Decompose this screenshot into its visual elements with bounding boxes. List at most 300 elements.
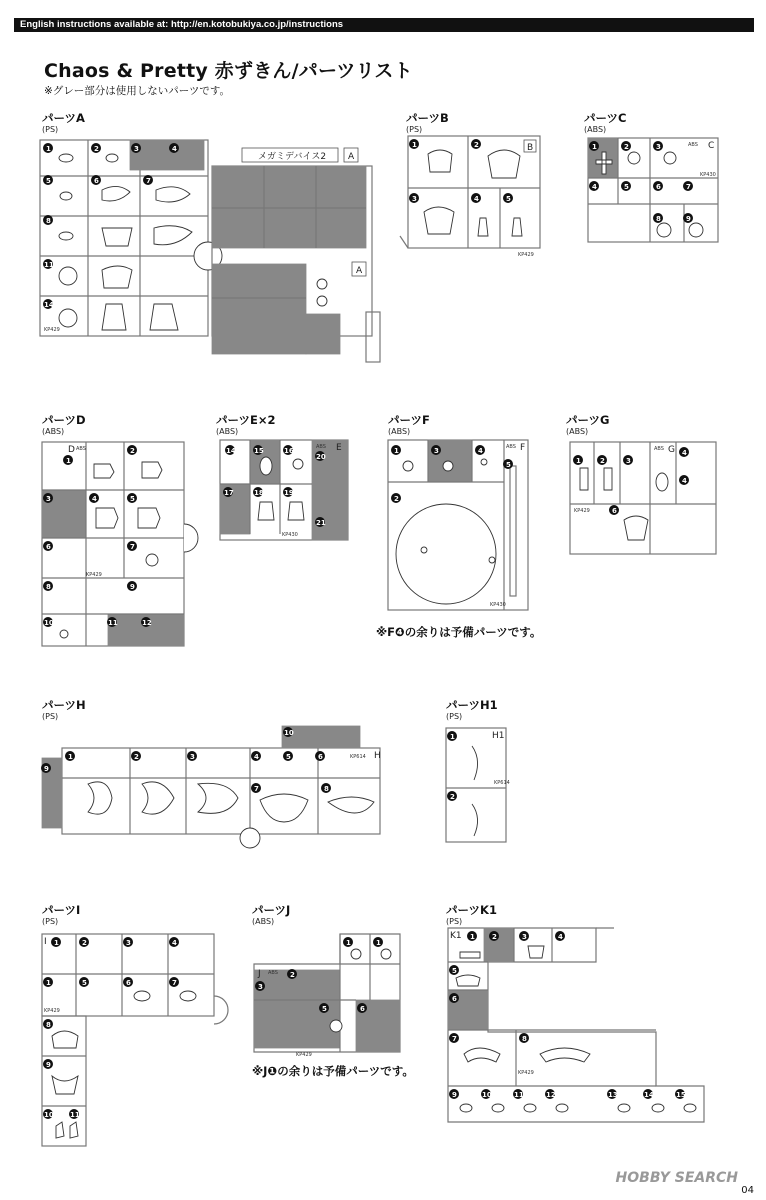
svg-text:4: 4 — [92, 495, 97, 503]
runner-j-tag: J — [258, 969, 261, 979]
pin-k1-12 — [545, 1089, 556, 1099]
pin-g-6 — [609, 505, 619, 515]
svg-text:11: 11 — [108, 619, 118, 627]
pin-e-14 — [225, 445, 236, 455]
runner-h — [38, 722, 393, 842]
part-d-2 — [142, 462, 162, 478]
svg-text:1: 1 — [394, 447, 399, 455]
runner-c-tag: C — [708, 141, 715, 151]
svg-text:5: 5 — [322, 1005, 327, 1013]
pin-h-4 — [251, 751, 261, 761]
part-a-1 — [59, 154, 73, 162]
svg-text:10: 10 — [482, 1091, 492, 1099]
pin-k1-3 — [519, 931, 529, 941]
pin-g-2 — [597, 455, 607, 465]
part-k1-9 — [460, 1104, 472, 1112]
svg-text:4: 4 — [254, 753, 259, 761]
pin-k1-13 — [607, 1089, 618, 1099]
svg-text:11: 11 — [70, 1111, 80, 1119]
part-b-4 — [478, 218, 488, 236]
pin-h1-2 — [447, 791, 457, 801]
svg-text:6: 6 — [94, 177, 99, 185]
svg-text:2: 2 — [290, 971, 295, 979]
part-a-8 — [59, 232, 73, 240]
svg-text:5: 5 — [506, 461, 511, 469]
runner-j — [250, 930, 410, 1058]
svg-text:7: 7 — [686, 183, 691, 191]
runner-g — [566, 438, 726, 558]
section-material-h1: (PS) — [446, 712, 463, 721]
pin-a-7 — [143, 175, 153, 185]
section-title-g: パーツG — [566, 413, 610, 427]
pin-b-1 — [409, 139, 419, 149]
part-k1-7 — [464, 1048, 500, 1062]
part-k1-13 — [618, 1104, 630, 1112]
svg-text:6: 6 — [452, 995, 457, 1003]
runner-g-tag: G — [668, 445, 675, 455]
part-a-7 — [156, 187, 190, 202]
part-k1-10 — [492, 1104, 504, 1112]
pin-b-5 — [503, 193, 513, 203]
part-j-1b — [381, 949, 391, 959]
svg-text:18: 18 — [254, 489, 264, 497]
runner-e-code: KP430 — [282, 532, 298, 538]
svg-text:10: 10 — [44, 1111, 54, 1119]
svg-text:3: 3 — [626, 457, 631, 465]
svg-text:6: 6 — [318, 753, 323, 761]
section-title-a: パーツA — [42, 111, 85, 125]
svg-text:7: 7 — [172, 979, 177, 987]
section-title-f: パーツF — [388, 413, 430, 427]
runner-c-code: KP430 — [700, 172, 716, 178]
part-g-2 — [604, 468, 612, 490]
svg-text:2: 2 — [624, 143, 629, 151]
pin-f-4 — [475, 445, 485, 455]
pin-h-2 — [131, 751, 141, 761]
pin-i-6 — [123, 977, 133, 987]
pin-f-2 — [391, 493, 401, 503]
svg-text:17: 17 — [224, 489, 234, 497]
pin-g-4b — [679, 475, 689, 485]
section-material-g: (ABS) — [566, 427, 589, 436]
pin-e-21 — [315, 517, 326, 527]
part-k1-14 — [652, 1104, 664, 1112]
svg-text:3: 3 — [190, 753, 195, 761]
pin-c-2 — [621, 141, 631, 151]
pin-h-1 — [65, 751, 75, 761]
part-g-6 — [624, 516, 648, 540]
part-i-10 — [56, 1122, 64, 1138]
svg-text:4: 4 — [172, 939, 177, 947]
runner-i-code: KP429 — [44, 1008, 60, 1014]
part-i-8 — [52, 1031, 78, 1048]
part-d-7 — [146, 554, 158, 566]
svg-text:2: 2 — [394, 495, 399, 503]
runner-h1-code: KP614 — [494, 780, 510, 786]
pin-c-1 — [589, 141, 599, 151]
pin-a-2 — [91, 143, 101, 153]
svg-text:1: 1 — [68, 753, 73, 761]
section-title-h1: パーツH1 — [446, 698, 498, 712]
pin-i-10 — [43, 1109, 54, 1119]
note-j-spare: ※J❶の余りは予備パーツです。 — [252, 1064, 414, 1078]
part-k1-12 — [556, 1104, 568, 1112]
pin-g-4 — [679, 447, 689, 457]
part-j-1 — [351, 949, 361, 959]
runner-d-tag: D — [68, 445, 75, 455]
svg-text:6: 6 — [612, 507, 617, 515]
part-d-1 — [94, 464, 114, 478]
instructions-url-banner: English instructions available at: http://en.kotobukiya.co.jp/instructions — [14, 18, 754, 32]
part-c-2 — [628, 152, 640, 164]
pin-a-14 — [43, 299, 54, 309]
part-a-14 — [59, 309, 77, 327]
pin-i-4 — [169, 937, 179, 947]
runner-g-abs: ABS — [654, 446, 664, 452]
pin-h-10 — [283, 727, 294, 737]
pin-a-1 — [43, 143, 53, 153]
pin-i-7 — [169, 977, 179, 987]
svg-text:1: 1 — [592, 143, 597, 151]
runner-d — [38, 438, 198, 650]
pin-a-5 — [43, 175, 53, 185]
svg-text:2: 2 — [492, 933, 497, 941]
pin-e-17 — [223, 487, 234, 497]
svg-text:10: 10 — [44, 619, 54, 627]
section-material-c: (ABS) — [584, 125, 607, 134]
section-material-k1: (PS) — [446, 917, 463, 926]
pin-i-1b — [43, 977, 53, 987]
pin-d-3 — [43, 493, 53, 503]
pin-a-6 — [91, 175, 101, 185]
section-material-f: (ABS) — [388, 427, 411, 436]
part-a-5 — [60, 192, 72, 200]
part-k1-5 — [456, 975, 480, 986]
pin-b-2 — [471, 139, 481, 149]
svg-text:1: 1 — [54, 939, 59, 947]
svg-text:1: 1 — [46, 145, 51, 153]
part-e-16 — [293, 459, 303, 469]
svg-text:7: 7 — [254, 785, 259, 793]
pin-d-2 — [127, 445, 137, 455]
runner-c-abs: ABS — [688, 142, 698, 148]
pin-k1-8 — [519, 1033, 529, 1043]
pin-h-6 — [315, 751, 325, 761]
svg-text:8: 8 — [656, 215, 661, 223]
svg-text:4: 4 — [592, 183, 597, 191]
svg-text:14: 14 — [226, 447, 236, 455]
pin-c-9 — [683, 213, 693, 223]
pin-d-4 — [89, 493, 99, 503]
svg-text:6: 6 — [656, 183, 661, 191]
pin-a-3 — [131, 143, 141, 153]
runner-e-tag: E — [336, 443, 342, 453]
part-a-9 — [102, 228, 132, 246]
pin-k1-4 — [555, 931, 565, 941]
svg-text:11: 11 — [44, 261, 54, 269]
pin-f-3 — [431, 445, 441, 455]
page-number: 04 — [741, 1185, 754, 1196]
svg-text:10: 10 — [284, 729, 294, 737]
svg-text:2: 2 — [130, 447, 135, 455]
pin-i-5 — [79, 977, 89, 987]
part-d-5 — [138, 508, 160, 528]
runner-k1-tag: K1 — [450, 931, 462, 941]
svg-text:9: 9 — [44, 765, 49, 773]
svg-text:3: 3 — [46, 495, 51, 503]
part-i-9 — [52, 1076, 78, 1094]
runner-k1-code: KP429 — [518, 1070, 534, 1076]
section-material-i: (PS) — [42, 917, 59, 926]
pin-d-12 — [141, 617, 152, 627]
part-g-1 — [580, 468, 588, 490]
runner-b — [400, 132, 550, 262]
runner-c — [584, 134, 724, 246]
pin-g-3 — [623, 455, 633, 465]
pin-e-19 — [283, 487, 294, 497]
part-h1-1 — [472, 746, 478, 780]
svg-text:6: 6 — [46, 543, 51, 551]
part-b-2 — [488, 150, 520, 178]
runner-a-code: KP429 — [44, 327, 60, 333]
runner-i — [38, 930, 228, 1152]
svg-text:5: 5 — [46, 177, 51, 185]
runner-b-code: KP429 — [518, 252, 534, 258]
part-a-16 — [150, 304, 178, 330]
part-b-3 — [424, 207, 454, 234]
pin-i-3 — [123, 937, 133, 947]
part-e-19 — [288, 502, 304, 520]
svg-text:1: 1 — [46, 979, 51, 987]
watermark: HOBBY SEARCH — [615, 1170, 738, 1186]
part-a-11 — [59, 267, 77, 285]
svg-text:14: 14 — [644, 1091, 654, 1099]
svg-text:2: 2 — [94, 145, 99, 153]
pin-a-4 — [169, 143, 179, 153]
part-k1-1 — [460, 952, 480, 958]
svg-text:20: 20 — [316, 453, 326, 461]
svg-text:1: 1 — [66, 457, 71, 465]
svg-text:5: 5 — [130, 495, 135, 503]
svg-text:2: 2 — [450, 793, 455, 801]
svg-text:1: 1 — [450, 733, 455, 741]
svg-text:4: 4 — [474, 195, 479, 203]
svg-text:2: 2 — [134, 753, 139, 761]
runner-a — [36, 136, 381, 364]
pin-j-1 — [343, 937, 353, 947]
pin-k1-6 — [449, 993, 459, 1003]
part-h-2 — [142, 782, 174, 814]
runner-h1 — [442, 724, 512, 844]
part-f-4 — [481, 459, 487, 465]
pin-c-3 — [653, 141, 663, 151]
pin-d-7 — [127, 541, 137, 551]
part-h-3 — [198, 783, 238, 813]
svg-text:3: 3 — [656, 143, 661, 151]
svg-text:6: 6 — [126, 979, 131, 987]
pin-i-2 — [79, 937, 89, 947]
runner-f-tag: F — [520, 443, 526, 453]
pin-i-1 — [51, 937, 61, 947]
pin-k1-15 — [675, 1089, 686, 1099]
part-f-1 — [403, 461, 413, 471]
pin-d-6 — [43, 541, 53, 551]
svg-text:2: 2 — [474, 141, 479, 149]
runner-b-tag: B — [527, 143, 534, 153]
pin-b-4 — [471, 193, 481, 203]
svg-text:5: 5 — [286, 753, 291, 761]
svg-text:4: 4 — [682, 449, 687, 457]
runner-e — [216, 436, 356, 544]
svg-text:14: 14 — [44, 301, 54, 309]
svg-text:3: 3 — [258, 983, 263, 991]
runner-a-tag-2: A — [356, 266, 363, 276]
runner-d-abs: ABS — [76, 446, 86, 452]
svg-text:3: 3 — [134, 145, 139, 153]
svg-text:3: 3 — [126, 939, 131, 947]
grey-parts-note: ※グレー部分は使用しないパーツです。 — [44, 85, 231, 97]
pin-i-9 — [43, 1059, 53, 1069]
svg-text:8: 8 — [324, 785, 329, 793]
runner-j-code: KP429 — [296, 1052, 312, 1058]
runner-h-code: KP614 — [350, 754, 366, 760]
page-title: Chaos & Pretty 赤ずきん/パーツリスト — [44, 60, 413, 82]
pin-j-6 — [357, 1003, 367, 1013]
part-f-3 — [443, 461, 453, 471]
pin-b-3 — [409, 193, 419, 203]
part-c-3 — [664, 152, 676, 164]
svg-text:8: 8 — [46, 583, 51, 591]
part-i-5 — [134, 991, 150, 1001]
part-b-5 — [512, 218, 522, 236]
svg-text:7: 7 — [452, 1035, 457, 1043]
pin-d-1 — [63, 455, 73, 465]
svg-text:7: 7 — [146, 177, 151, 185]
runner-h-tag: H — [374, 751, 381, 761]
part-j-5 — [330, 1020, 342, 1032]
svg-text:5: 5 — [452, 967, 457, 975]
svg-text:19: 19 — [284, 489, 294, 497]
svg-text:4: 4 — [682, 477, 687, 485]
part-i-11 — [70, 1122, 78, 1138]
section-title-i: パーツI — [42, 903, 81, 917]
pin-f-1 — [391, 445, 401, 455]
pin-k1-7 — [449, 1033, 459, 1043]
svg-text:1: 1 — [376, 939, 381, 947]
svg-text:9: 9 — [46, 1061, 51, 1069]
pin-k1-11 — [513, 1089, 524, 1099]
runner-d-code: KP429 — [86, 572, 102, 578]
svg-text:13: 13 — [608, 1091, 618, 1099]
section-title-k1: パーツK1 — [446, 903, 497, 917]
section-title-h: パーツH — [42, 698, 86, 712]
pin-i-8 — [43, 1019, 53, 1029]
part-k1-8 — [540, 1048, 590, 1062]
part-k1-3 — [528, 946, 544, 958]
pin-h-8 — [321, 783, 331, 793]
pin-c-5 — [621, 181, 631, 191]
runner-h1-tag: H1 — [492, 731, 505, 741]
section-material-h: (PS) — [42, 712, 59, 721]
section-material-a: (PS) — [42, 125, 59, 134]
pin-h-9 — [41, 763, 51, 773]
svg-text:15: 15 — [676, 1091, 686, 1099]
pin-g-1 — [573, 455, 583, 465]
pin-h-5 — [283, 751, 293, 761]
svg-text:1: 1 — [470, 933, 475, 941]
svg-text:12: 12 — [546, 1091, 556, 1099]
pin-d-10 — [43, 617, 54, 627]
part-b-1 — [428, 150, 452, 172]
pin-e-18 — [253, 487, 264, 497]
svg-text:1: 1 — [412, 141, 417, 149]
pin-k1-1 — [467, 931, 477, 941]
section-material-b: (PS) — [406, 125, 423, 134]
svg-text:4: 4 — [478, 447, 483, 455]
runner-f — [384, 436, 532, 616]
part-c-9 — [689, 223, 703, 237]
pin-i-11 — [69, 1109, 80, 1119]
section-material-d: (ABS) — [42, 427, 65, 436]
pin-d-9 — [127, 581, 137, 591]
svg-text:4: 4 — [172, 145, 177, 153]
pin-j-3 — [255, 981, 265, 991]
svg-text:8: 8 — [46, 217, 51, 225]
svg-text:9: 9 — [452, 1091, 457, 1099]
svg-text:6: 6 — [360, 1005, 365, 1013]
part-g-5 — [656, 473, 668, 491]
part-h-1 — [88, 782, 112, 814]
part-a-10 — [154, 226, 192, 245]
pin-h1-1 — [447, 731, 457, 741]
pin-h-3 — [187, 751, 197, 761]
svg-text:12: 12 — [142, 619, 152, 627]
part-a-15 — [102, 304, 126, 330]
svg-text:8: 8 — [46, 1021, 51, 1029]
svg-text:5: 5 — [624, 183, 629, 191]
part-c-8 — [657, 223, 671, 237]
pin-k1-10 — [481, 1089, 492, 1099]
part-a-2 — [106, 154, 118, 162]
svg-text:3: 3 — [412, 195, 417, 203]
part-e-15 — [260, 457, 272, 475]
section-material-e: (ABS) — [216, 427, 239, 436]
part-k1-15 — [684, 1104, 696, 1112]
svg-text:7: 7 — [130, 543, 135, 551]
pin-h-7 — [251, 783, 261, 793]
pin-k1-14 — [643, 1089, 654, 1099]
pin-k1-9 — [449, 1089, 459, 1099]
svg-text:9: 9 — [686, 215, 691, 223]
pin-k1-2 — [489, 931, 499, 941]
runner-i-tag: I — [44, 937, 47, 947]
pin-k1-5 — [449, 965, 459, 975]
pin-e-16 — [283, 445, 294, 455]
pin-d-8 — [43, 581, 53, 591]
pin-c-6 — [653, 181, 663, 191]
svg-text:1: 1 — [576, 457, 581, 465]
pin-a-8 — [43, 215, 53, 225]
pin-j-5 — [319, 1003, 329, 1013]
svg-text:9: 9 — [130, 583, 135, 591]
pin-c-8 — [653, 213, 663, 223]
part-d-10 — [60, 630, 68, 638]
note-f-spare: ※F❹の余りは予備パーツです。 — [376, 625, 542, 639]
part-a-12 — [102, 266, 132, 288]
part-i-6 — [180, 991, 196, 1001]
svg-text:15: 15 — [254, 447, 264, 455]
svg-text:1: 1 — [346, 939, 351, 947]
